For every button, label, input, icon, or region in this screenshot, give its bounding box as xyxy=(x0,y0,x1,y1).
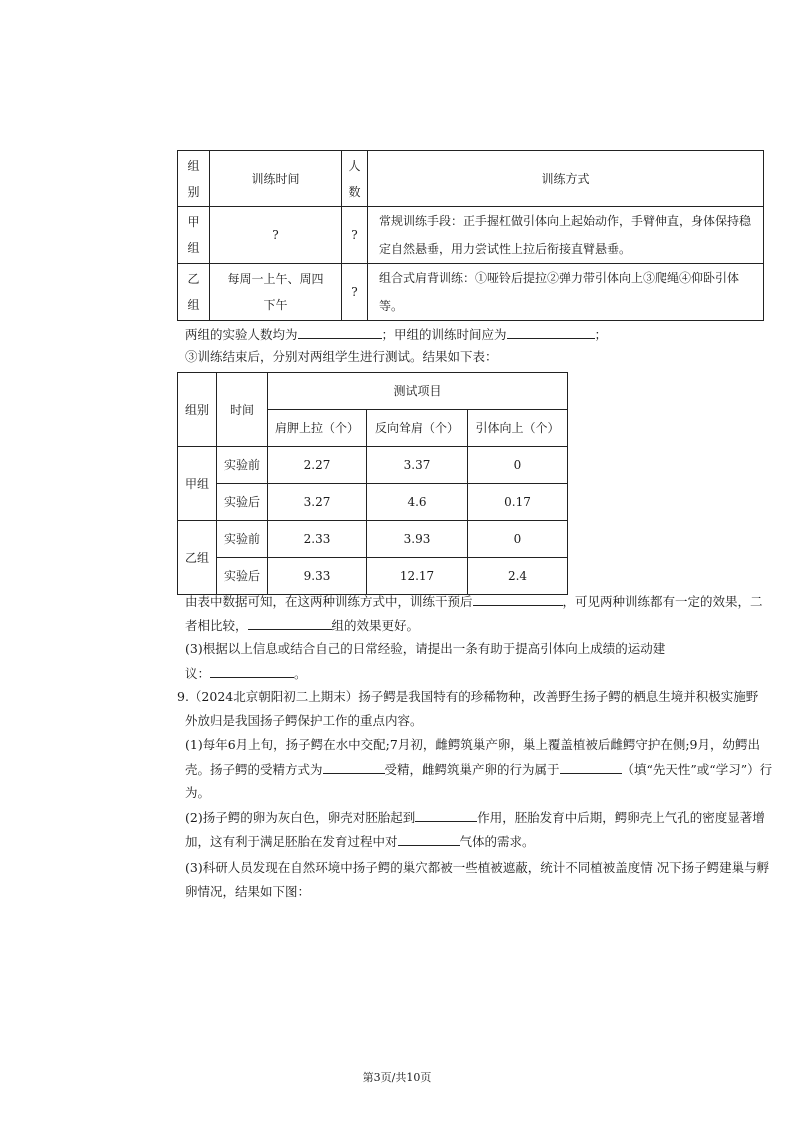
value-cell: 3.93 xyxy=(367,521,468,558)
value-cell: 0 xyxy=(468,521,568,558)
header-count: 人数 xyxy=(342,151,368,207)
row-method: 组合式肩背训练：①哑铃后提拉②弹力带引体向上③爬绳④仰卧引体等。 xyxy=(368,264,764,321)
question-9-1-line-3: 为。 xyxy=(185,785,211,800)
answer-blank[interactable] xyxy=(473,592,563,606)
header-method: 训练方式 xyxy=(368,151,764,207)
answer-blank[interactable] xyxy=(210,664,294,678)
value-cell: 3.27 xyxy=(268,484,367,521)
group-name: 乙组 xyxy=(178,521,217,595)
page-footer: 第3页/共10页 xyxy=(362,1071,432,1084)
time-cell: 实验前 xyxy=(217,521,268,558)
question-9-3: (3)科研人员发现在自然环境中扬子鳄的巢穴都被一些植被遮蔽，统计不同植被盖度情 况下扬子鳄建巢与孵卵情况，结果如下图： xyxy=(185,860,770,899)
answer-blank[interactable] xyxy=(248,616,332,630)
answer-blank[interactable] xyxy=(507,325,595,339)
value-cell: 0.17 xyxy=(468,484,568,521)
question-3-line-2: 议： 。 xyxy=(185,666,307,681)
answer-blank[interactable] xyxy=(415,808,477,822)
row-group: 甲组 xyxy=(178,207,210,264)
value-cell: 2.33 xyxy=(268,521,367,558)
header-col: 肩胛上拉（个） xyxy=(268,410,367,447)
value-cell: 12.17 xyxy=(367,558,468,595)
value-cell: 9.33 xyxy=(268,558,367,595)
header-time: 训练时间 xyxy=(210,151,342,207)
row-count: ? xyxy=(342,264,368,321)
group-name: 甲组 xyxy=(178,447,217,521)
question-9-intro-1: 9.（2024北京朝阳初二上期末）扬子鳄是我国特有的珍稀物种，改善野生扬子鳄的栖息生境并积极实施野 xyxy=(177,689,759,704)
question-3-line-1: (3)根据以上信息或结合自己的日常经验，请提出一条有助于提高引体向上成绩的运动建 xyxy=(185,641,666,656)
time-cell: 实验后 xyxy=(217,484,268,521)
time-cell: 实验后 xyxy=(217,558,268,595)
question-9-1-line-2: 壳。扬子鳄的受精方式为 受精，雌鳄筑巢产卵的行为属于 （填“先天性”或“学习”）行 xyxy=(185,762,773,777)
row-time: 每周一上午、周四下午 xyxy=(210,264,342,321)
training-table xyxy=(177,150,764,321)
conclusion-line-2: 者相比较， 组的效果更好。 xyxy=(185,618,420,633)
question-same-conditions: 两组的实验人数均为 ；甲组的训练时间应为 ； xyxy=(185,327,608,342)
header-test-items: 测试项目 xyxy=(268,373,568,410)
answer-blank[interactable] xyxy=(298,325,382,339)
conclusion-line-1: 由表中数据可知，在这两种训练方式中，训练干预后 ，可见两种训练都有一定的效果，二 xyxy=(185,594,763,609)
header-col: 反向耸肩（个） xyxy=(367,410,468,447)
result-table xyxy=(177,372,568,595)
header-group: 组别 xyxy=(178,151,210,207)
value-cell: 0 xyxy=(468,447,568,484)
value-cell: 3.37 xyxy=(367,447,468,484)
answer-blank[interactable] xyxy=(560,760,622,774)
value-cell: 2.27 xyxy=(268,447,367,484)
time-cell: 实验前 xyxy=(217,447,268,484)
question-9-2-line-2: 加，这有利于满足胚胎在发育过程中对 气体的需求。 xyxy=(185,834,535,849)
answer-blank[interactable] xyxy=(323,760,385,774)
question-9-2-line-1: (2)扬子鳄的卵为灰白色，卵壳对胚胎起到 作用，胚胎发育中后期，鳄卵壳上气孔的密度显著增 xyxy=(185,810,765,825)
header-time: 时间 xyxy=(217,373,268,447)
question-9-1-line-1: (1)每年6月上旬，扬子鳄在水中交配;7月初，雌鳄筑巢产卵，巢上覆盖植被后雌鳄守护在侧;9月，幼鳄出 xyxy=(185,737,760,752)
answer-blank[interactable] xyxy=(398,832,460,846)
value-cell: 2.4 xyxy=(468,558,568,595)
row-group: 乙组 xyxy=(178,264,210,321)
question-9-intro-2: 外放归是我国扬子鳄保护工作的重点内容。 xyxy=(185,713,423,728)
row-time: ? xyxy=(210,207,342,264)
row-method: 常规训练手段：正手握杠做引体向上起始动作，手臂伸直，身体保持稳定自然悬垂，用力尝试性上拉后衔接直臂悬垂。 xyxy=(368,207,764,264)
step-3: ③训练结束后，分别对两组学生进行测试。结果如下表： xyxy=(185,349,498,364)
row-count: ? xyxy=(342,207,368,264)
header-col: 引体向上（个） xyxy=(468,410,568,447)
value-cell: 4.6 xyxy=(367,484,468,521)
header-group: 组别 xyxy=(178,373,217,447)
